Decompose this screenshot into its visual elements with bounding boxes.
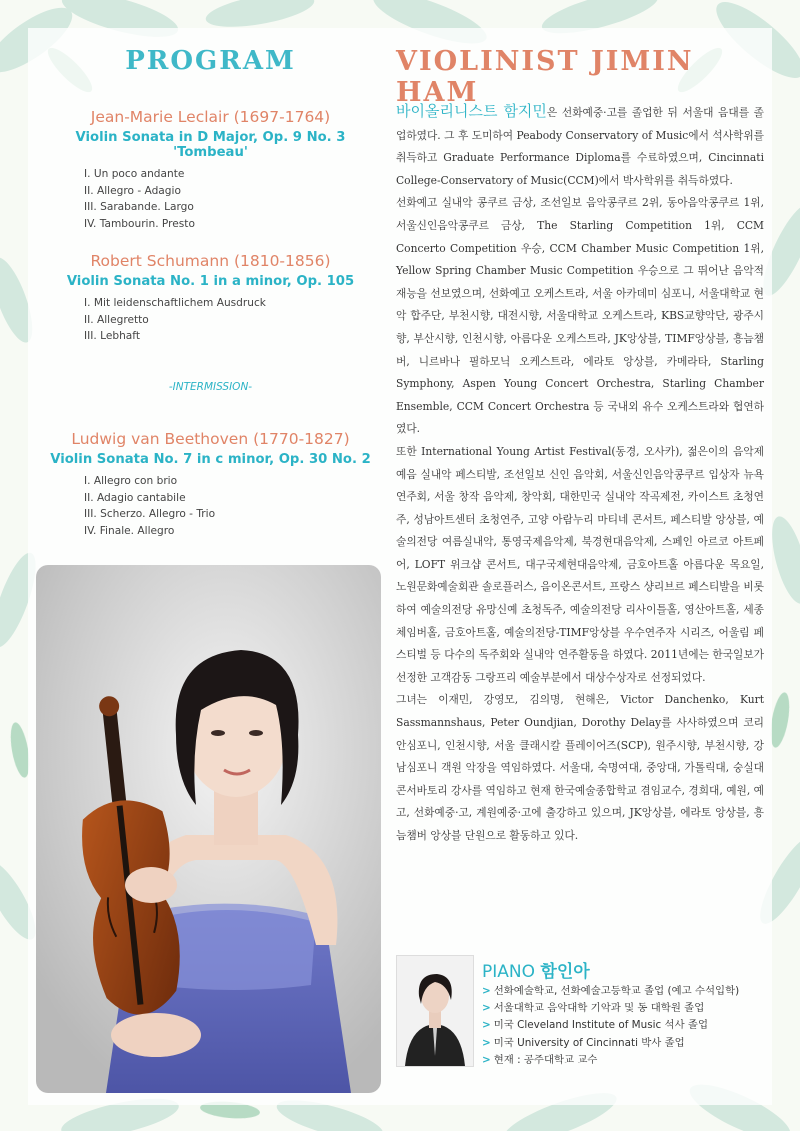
- bio-text: [396, 100, 764, 848]
- list-item: [482, 1035, 739, 1052]
- movement-item: II. Allegro - Adagio: [84, 184, 181, 197]
- movement-item: I. Un poco andante: [84, 168, 185, 180]
- list-item: [482, 983, 739, 1000]
- pianist-title: [482, 957, 590, 982]
- arrow-icon: >: [482, 1053, 491, 1066]
- movement-item: III. Sarabande. Largo: [84, 201, 194, 213]
- bio-paragraph: [396, 100, 764, 192]
- bio-paragraph: 선화예고 실내악 콩쿠르 금상, 조선일보 음악콩쿠르 2위, 동아음악콩쿠르 1위, 서울신인음악콩쿠르 금상, The Starling Competition 1위, CCM Concerto Competition 우승, CCM Chamber Music Competition 1위, Yellow Spring Chamber Music Competition 우승으로 그 뛰어난 음악적 재능을 선보였으며, 선화예고 오케스트라, 서울 아카데미 심포니, 서울대학교 현악 합주단, 부천시향, 대전시향, 서울대학교 오케스트라, KBS교향악단, 광주시향, 부산시향, 인천시향, 아름다운 오케스트라, JK앙상블, TIMF앙상블, 흥늠챔버, 니르바나 필하모닉 오케스트라, 에라토 앙상블, 카메라타, Starling Symphony, Aspen Young Concert Orchestra, Starling Chamber Ensemble, CCM Concert Orchestra 등 국내외 유수 오케스트라와 협연하였다.: [396, 196, 764, 436]
- program-column: [38, 40, 383, 537]
- movement-item: I. Mit leidenschaftlichem Ausdruck: [84, 297, 266, 309]
- credential-text: 미국 University of Cincinnati 박사 졸업: [493, 1036, 685, 1049]
- pianist-photo: [396, 955, 474, 1067]
- violinist-name: 바이올리니스트 함지민: [396, 102, 547, 120]
- intermission-block: [38, 381, 383, 393]
- pianist-credentials: [482, 983, 739, 1069]
- credential-text: 선화예술학교, 선화예술고등학교 졸업 (예고 수석입학): [493, 985, 740, 997]
- composer-name: Jean-Marie Leclair (1697-1764): [90, 108, 331, 126]
- movement-item: II. Adagio cantabile: [84, 491, 186, 504]
- program-block: [38, 108, 383, 232]
- pianist-illustration: [397, 956, 473, 1066]
- program-block: [38, 430, 383, 539]
- violinist-illustration: [36, 565, 381, 1093]
- credential-text: 서울대학교 음악대학 기악과 및 동 대학원 졸업: [493, 1002, 705, 1015]
- bio-paragraph: 그녀는 이재민, 강영모, 김의명, 현해은, Victor Danchenko, Kurt Sassmannshaus, Peter Oundjian, Dorothy Delay를 사사하였으며 코리안심포니, 인천시향, 서울 클래시칼 플레이어즈(SCP), 원주시향, 부천시향, 강남심포니 객원 악장을 역임하였다. 서울대, 숙명여대, 중앙대, 가톨릭대, 숭실대 콘서바토리 강사를 역임하고 현재 한국예술종합학교 겸임교수, 경희대, 예원, 예고, 선화예중·고, 계원예중·고에 출강하고 있으며, JK앙상블, 에라토 앙상블, 흥늠챔버 앙상블 단원으로 활동하고 있다.: [396, 693, 764, 842]
- movement-list: [38, 295, 383, 345]
- movement-item: I. Allegro con brio: [84, 475, 178, 487]
- bio-paragraph: 또한 International Young Artist Festival(동경, 오사카), 젊은이의 음악제 예음 실내악 페스티발, 조선일보 신인 음악회, 서울신인음악콩쿠르 입상자 뉴욕 연주회, 서울 창작 음악제, 창악회, 대한민국 실내악 작곡제전, 카이스트 초청연주, 성남아트센터 초청연주, 고양 아람누리 마티네 콘서트, 페스티발 앙상블, 예술의전당 여름실내악, 통영국제음악제, 북경현대음악제, 스페인 아르코 아트페어, LOFT 위크샵 콘서트, 대구국제현대음악제, 금호아트홀 아름다운 목요일, 노원문화예술회관 솔로플러스, 음이온콘서트, 프랑스 샹리브르 페스티발을 비롯하여 예술의전당 유망신예 초청독주, 예술의전당 리사이틀홀, 영산아트홀, 세종체임버홀, 금호아트홀, 예술의전당-TIMF앙상블 우수연주자 시리즈, 어울림 페스티벌 등 다수의 독주회와 실내악 연주활동을 하였다. 2011년에는 한국일보가 선정한 고객감동 그랑프리 예술부분에서 대상수상자로 선정되었다.: [396, 444, 764, 684]
- movement-item: IV. Finale. Allegro: [84, 524, 175, 537]
- program-block: [38, 252, 383, 345]
- composer-name: Robert Schumann (1810-1856): [90, 252, 331, 270]
- list-item: [482, 1000, 739, 1017]
- pianist-name: 함인아: [540, 962, 590, 982]
- movement-list: [38, 166, 383, 232]
- movement-item: III. Lebhaft: [84, 330, 140, 342]
- arrow-icon: >: [482, 1002, 491, 1015]
- arrow-icon: >: [482, 985, 491, 997]
- list-item: [482, 1017, 739, 1034]
- piano-label: PIANO: [482, 962, 535, 982]
- movement-item: II. Allegretto: [84, 313, 149, 326]
- work-title: Violin Sonata in D Major, Op. 9 No. 3 'Tombeau': [75, 130, 346, 160]
- intermission-label: -INTERMISSION-: [168, 381, 253, 393]
- movement-item: IV. Tambourin. Presto: [84, 217, 195, 230]
- movement-item: III. Scherzo. Allegro - Trio: [84, 508, 216, 520]
- credential-text: 미국 Cleveland Institute of Music 석사 졸업: [493, 1019, 709, 1032]
- arrow-icon: >: [482, 1036, 491, 1049]
- work-title: Violin Sonata No. 7 in c minor, Op. 30 No. 2: [50, 452, 371, 467]
- work-title: Violin Sonata No. 1 in a minor, Op. 105: [66, 274, 355, 289]
- program-heading: PROGRAM: [125, 46, 296, 76]
- bio-heading: VIOLINIST JIMIN HAM: [396, 46, 694, 108]
- arrow-icon: >: [482, 1019, 491, 1032]
- bio-paragraph-text: 은 선화예중·고를 졸업한 뒤 서울대 음대를 졸업하였다. 그 후 도미하여 Peabody Conservatory of Music에서 석사학위를 취득하고 Graduate Performance Diploma를 수료하였으며, Cincinnati College-Conservatory of Music(CCM)에서 박사학위를 취득하였다.: [396, 106, 764, 187]
- list-item: [482, 1052, 739, 1069]
- credential-text: 현재 : 공주대학교 교수: [493, 1053, 598, 1066]
- bio-column: [396, 40, 764, 842]
- movement-list: [38, 473, 383, 539]
- violinist-photo: [36, 565, 381, 1093]
- composer-name: Ludwig van Beethoven (1770-1827): [71, 430, 350, 448]
